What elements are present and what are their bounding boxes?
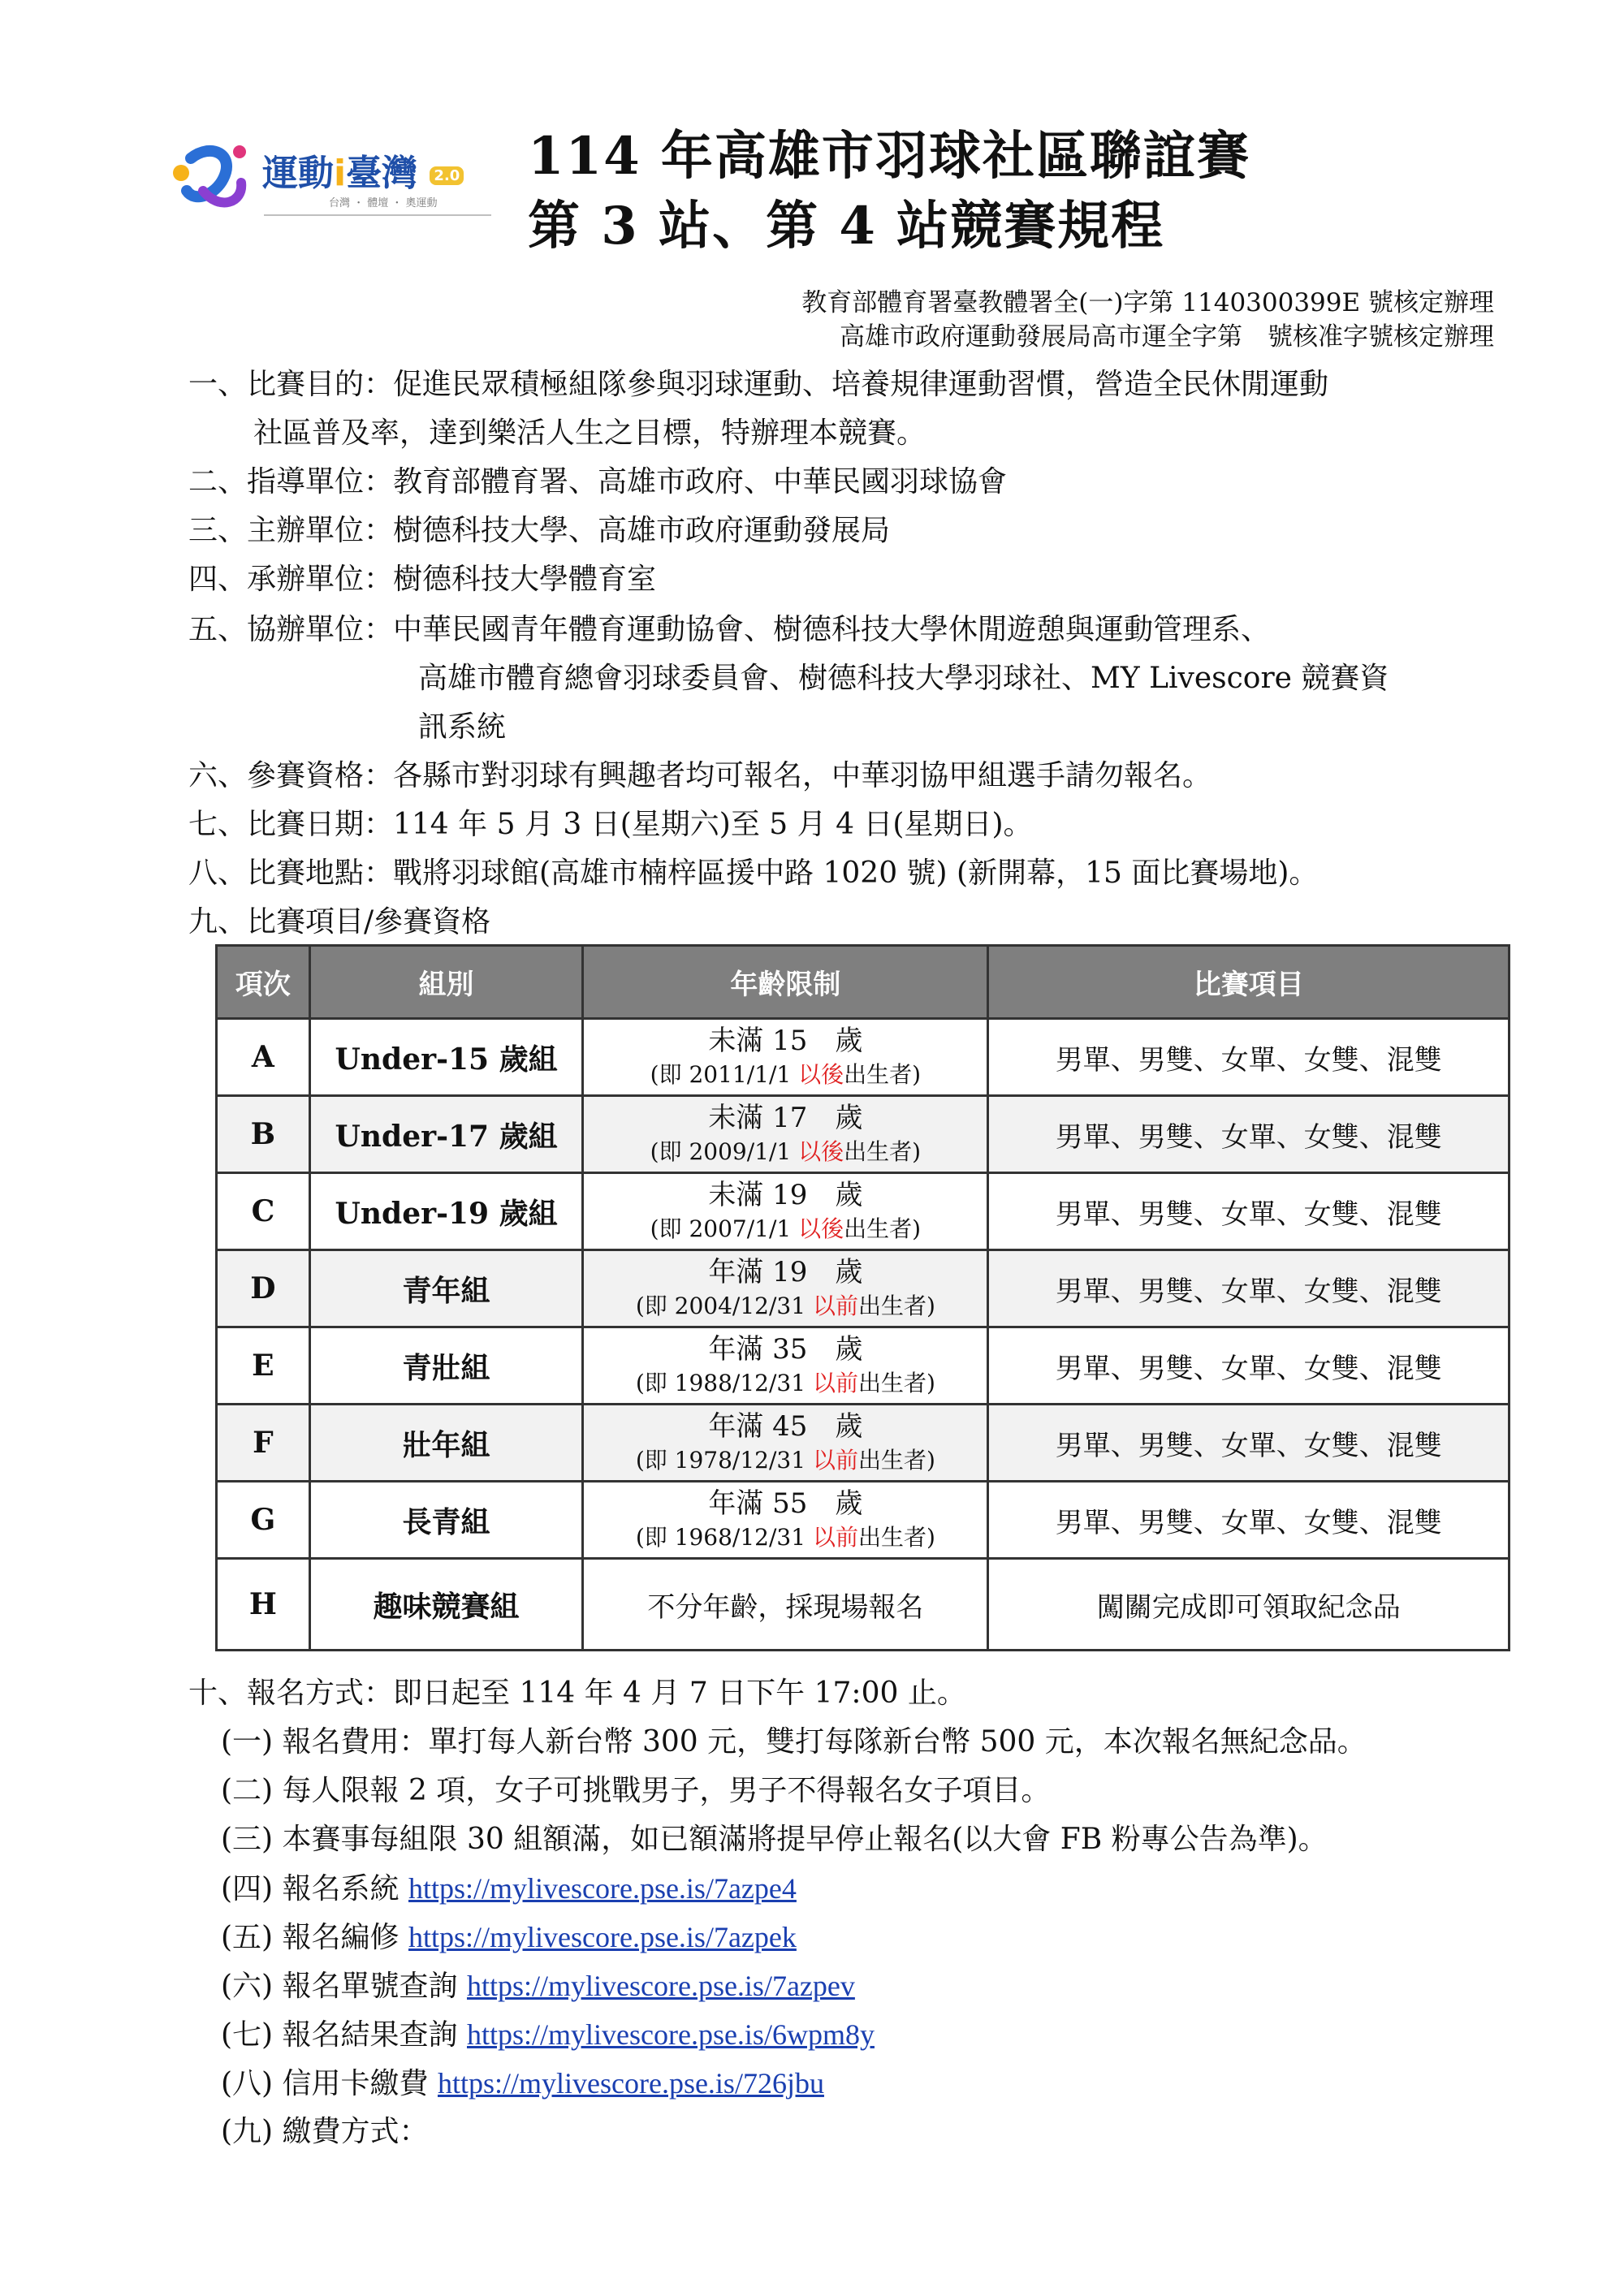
table-row <box>217 1327 1510 1405</box>
row-group: 青年組 <box>309 1250 583 1327</box>
section-purpose: 一、比賽目的：促進民眾積極組隊參與羽球運動、培養規律運動習慣，營造全民休閒運動 <box>188 368 1329 401</box>
reg-edit <box>221 1919 797 1956</box>
row-events: 男單、男雙、女單、女雙、混雙 <box>988 1405 1510 1482</box>
section-undertaker: 四、承辦單位：樹德科技大學體育室 <box>188 563 657 596</box>
row-birth <box>584 1213 987 1245</box>
row-code: D <box>217 1250 310 1327</box>
row-events: 男單、男雙、女單、女雙、混雙 <box>988 1019 1510 1096</box>
row-birth-red: 以前 <box>812 1447 858 1474</box>
row-group: 青壯組 <box>309 1327 583 1405</box>
header-group: 組別 <box>309 946 583 1019</box>
header-age: 年齡限制 <box>583 946 988 1019</box>
row-birth-pre: (即 1968/12/31 <box>635 1524 813 1551</box>
logo-tagline: 台灣 ・ 體壇 ・ 奧運動 <box>329 197 438 209</box>
reg-query-label: (六) 報名單號查詢 <box>221 1970 467 2003</box>
section-organizer: 三、主辦單位：樹德科技大學、高雄市政府運動發展局 <box>188 514 891 547</box>
logo <box>166 134 499 223</box>
table-row <box>217 1559 1510 1651</box>
section-co-organizer-cont2: 訊系統 <box>418 710 507 744</box>
reg-card <box>221 2065 824 2102</box>
section-events: 九、比賽項目/參賽資格 <box>188 905 491 939</box>
row-birth <box>584 1521 987 1554</box>
logo-version: 2.0 <box>430 166 464 185</box>
row-age-cell <box>583 1405 988 1482</box>
row-code: B <box>217 1096 310 1173</box>
row-birth-pre: (即 2007/1/1 <box>650 1215 799 1242</box>
row-birth-post: 出生者) <box>857 1524 935 1551</box>
reg-card-link[interactable]: https://mylivescore.pse.is/726jbu <box>437 2067 824 2100</box>
row-age: 未滿 19 歲 <box>708 1179 863 1211</box>
row-birth <box>584 1290 987 1323</box>
row-events: 男單、男雙、女單、女雙、混雙 <box>988 1173 1510 1250</box>
reg-system-label: (四) 報名系統 <box>221 1872 408 1905</box>
row-age: 不分年齡，採現場報名 <box>583 1559 988 1651</box>
row-birth <box>584 1444 987 1477</box>
row-code: E <box>217 1327 310 1405</box>
row-birth-pre: (即 1988/12/31 <box>635 1370 813 1396</box>
row-age-cell <box>583 1327 988 1405</box>
row-age-cell <box>583 1250 988 1327</box>
section-venue: 八、比賽地點：戰將羽球館(高雄市楠梓區援中路 1020 號) (新開幕，15 面比賽場地)。 <box>188 857 1319 890</box>
section-date: 七、比賽日期：114 年 5 月 3 日(星期六)至 5 月 4 日(星期日)。 <box>188 808 1033 841</box>
section-co-organizer-cont: 高雄市體育總會羽球委員會、樹德科技大學羽球社、MY Livescore 競賽資 <box>418 662 1389 695</box>
approval-line-2: 高雄市政府運動發展局高市運全字第 號核准字號核定辦理 <box>840 322 1494 352</box>
row-events: 男單、男雙、女單、女雙、混雙 <box>988 1482 1510 1559</box>
reg-query-link[interactable]: https://mylivescore.pse.is/7azpev <box>466 1970 855 2002</box>
reg-limit: (二) 每人限報 2 項，女子可挑戰男子，男子不得報名女子項目。 <box>221 1774 1051 1807</box>
row-birth-pre: (即 2009/1/1 <box>650 1138 799 1165</box>
row-age-cell <box>583 1096 988 1173</box>
row-birth-red: 以後 <box>798 1138 844 1165</box>
header-events: 比賽項目 <box>988 946 1510 1019</box>
row-age: 未滿 15 歲 <box>708 1025 863 1057</box>
row-events: 男單、男雙、女單、女雙、混雙 <box>988 1096 1510 1173</box>
reg-result-label: (七) 報名結果查詢 <box>221 2018 467 2052</box>
events-table <box>215 944 1510 1651</box>
reg-system-link[interactable]: https://mylivescore.pse.is/7azpe4 <box>408 1872 797 1905</box>
row-events: 闖關完成即可領取紀念品 <box>988 1559 1510 1651</box>
section-guidance: 二、指導單位：教育部體育署、高雄市政府、中華民國羽球協會 <box>188 465 1008 498</box>
table-row <box>217 1096 1510 1173</box>
reg-result <box>221 2017 875 2053</box>
row-group: Under-15 歲組 <box>309 1019 583 1096</box>
row-birth-pre: (即 2011/1/1 <box>650 1061 799 1088</box>
section-purpose-cont: 社區普及率，達到樂活人生之目標，特辦理本競賽。 <box>253 416 926 450</box>
table-row <box>217 1482 1510 1559</box>
reg-quota: (三) 本賽事每組限 30 組額滿，如已額滿將提早停止報名(以大會 FB 粉專公告為準)。 <box>221 1823 1328 1856</box>
page-title <box>528 122 1250 261</box>
row-code: F <box>217 1405 310 1482</box>
row-age-cell <box>583 1173 988 1250</box>
row-birth-pre: (即 2004/12/31 <box>635 1293 813 1319</box>
row-birth-post: 出生者) <box>844 1138 922 1165</box>
row-code: A <box>217 1019 310 1096</box>
row-birth-post: 出生者) <box>844 1215 922 1242</box>
row-group: 趣味競賽組 <box>309 1559 583 1651</box>
logo-i: i <box>334 153 347 194</box>
row-birth-red: 以前 <box>812 1524 858 1551</box>
reg-edit-link[interactable]: https://mylivescore.pse.is/7azpek <box>408 1921 797 1953</box>
approval-line-1: 教育部體育署臺教體署全(一)字第 1140300399E 號核定辦理 <box>801 288 1494 317</box>
reg-card-label: (八) 信用卡繳費 <box>221 2067 438 2100</box>
row-events: 男單、男雙、女單、女雙、混雙 <box>988 1327 1510 1405</box>
row-code: G <box>217 1482 310 1559</box>
row-group: 長青組 <box>309 1482 583 1559</box>
row-birth-pre: (即 1978/12/31 <box>635 1447 813 1474</box>
approval-notice <box>801 286 1494 354</box>
table-row <box>217 1250 1510 1327</box>
reg-result-link[interactable]: https://mylivescore.pse.is/6wpm8y <box>466 2018 875 2051</box>
row-birth-post: 出生者) <box>857 1447 935 1474</box>
row-age: 年滿 35 歲 <box>708 1333 863 1366</box>
row-birth-post: 出生者) <box>857 1370 935 1396</box>
title-line-2: 第 3 站、第 4 站競賽規程 <box>528 196 1165 257</box>
reg-system <box>221 1871 797 1907</box>
title-line-1: 114 年高雄市羽球社區聯誼賽 <box>528 126 1250 187</box>
reg-payment: (九) 繳費方式： <box>221 2115 429 2148</box>
logo-brand2: 臺灣 <box>346 153 418 194</box>
table-row <box>217 1019 1510 1096</box>
row-age: 年滿 19 歲 <box>708 1256 863 1288</box>
row-birth-red: 以前 <box>812 1370 858 1396</box>
row-birth-post: 出生者) <box>857 1293 935 1319</box>
reg-query <box>221 1968 855 2005</box>
row-birth-red: 以前 <box>812 1293 858 1319</box>
row-group: Under-17 歲組 <box>309 1096 583 1173</box>
table-row <box>217 1405 1510 1482</box>
row-group: 壯年組 <box>309 1405 583 1482</box>
row-age: 年滿 55 歲 <box>708 1487 863 1520</box>
reg-edit-label: (五) 報名編修 <box>221 1921 408 1954</box>
table-header-row <box>217 946 1510 1019</box>
row-age-cell <box>583 1482 988 1559</box>
row-birth-red: 以後 <box>798 1215 844 1242</box>
section-eligibility: 六、參賽資格：各縣市對羽球有興趣者均可報名，中華羽協甲組選手請勿報名。 <box>188 759 1212 792</box>
row-events: 男單、男雙、女單、女雙、混雙 <box>988 1250 1510 1327</box>
reg-fee: (一) 報名費用：單打每人新台幣 300 元，雙打每隊新台幣 500 元，本次報名無紀念品。 <box>221 1725 1367 1759</box>
row-birth <box>584 1367 987 1400</box>
row-age: 未滿 17 歲 <box>708 1102 863 1134</box>
section-co-organizer: 五、協辦單位：中華民國青年體育運動協會、樹德科技大學休閒遊憩與運動管理系、 <box>188 613 1271 646</box>
logo-brand: 運動 <box>262 153 334 194</box>
table-row <box>217 1173 1510 1250</box>
section-registration: 十、報名方式：即日起至 114 年 4 月 7 日下午 17:00 止。 <box>188 1677 966 1710</box>
row-group: Under-19 歲組 <box>309 1173 583 1250</box>
row-birth-post: 出生者) <box>844 1061 922 1088</box>
row-birth <box>584 1136 987 1168</box>
row-birth-red: 以後 <box>798 1061 844 1088</box>
row-birth <box>584 1059 987 1091</box>
row-age-cell <box>583 1019 988 1096</box>
row-code: C <box>217 1173 310 1250</box>
row-code: H <box>217 1559 310 1651</box>
row-age: 年滿 45 歲 <box>708 1410 863 1443</box>
header-code: 項次 <box>217 946 310 1019</box>
